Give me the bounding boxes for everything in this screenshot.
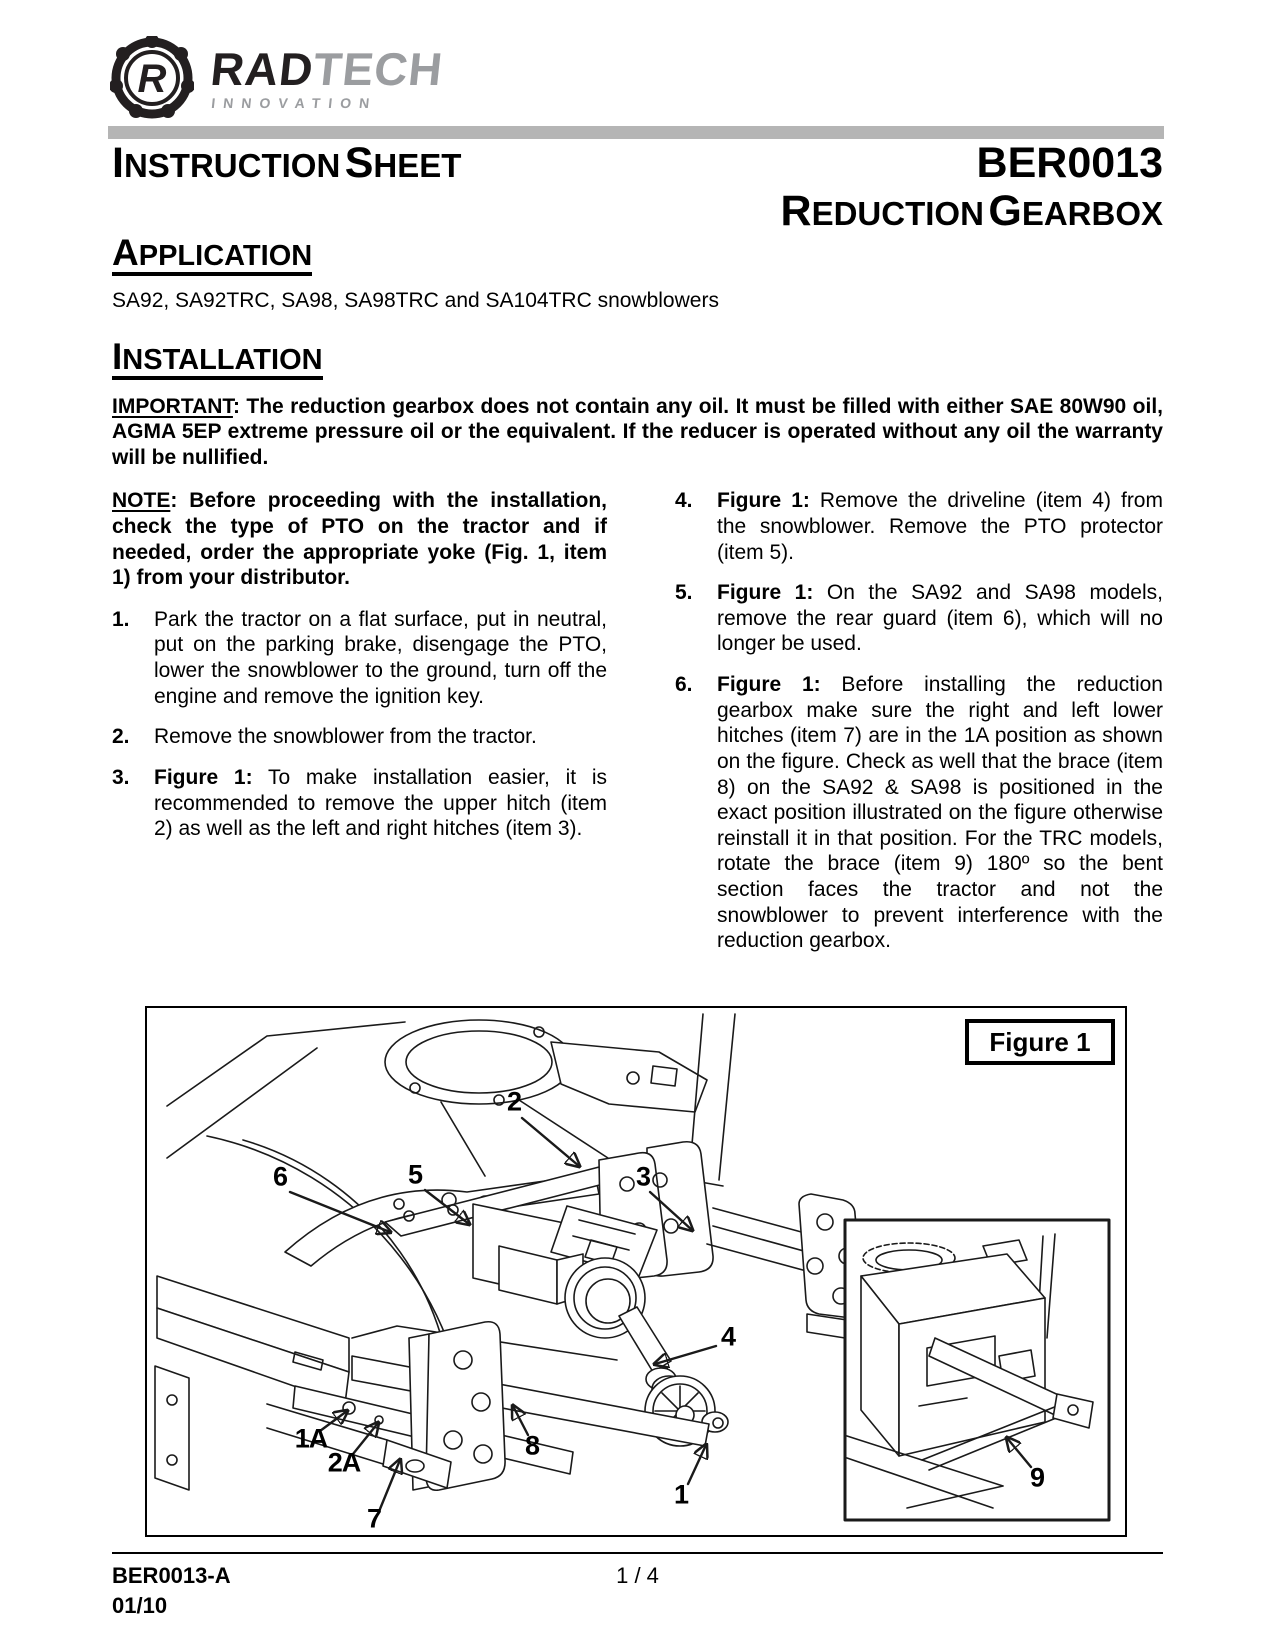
figure-callout-2A: 2A [327,1447,361,1478]
figure-callout-6: 6 [272,1161,288,1192]
figure-callout-9: 9 [1029,1462,1045,1493]
footer-date: 01/10 [112,1593,168,1618]
note-label: NOTE [112,489,171,513]
figure-callout-8: 8 [524,1430,540,1461]
important-paragraph: IMPORTANT: The reduction gearbox does not contain any oil. It must be filled with either SAE 80W90 oil, AGMA 5EP extreme pressure oil or the equivalent. If the reducer is operated without any oil the warranty will be nullified. [112,394,1163,469]
installation-heading: INSTALLATION [112,338,1163,380]
brand-wordmark [207,42,446,111]
brand-name-dark: RAD [208,42,317,95]
figure-1-box [145,1006,1127,1537]
figure-callout-2: 2 [506,1086,522,1117]
step-2: 2. Remove the snowblower from the tractor. [112,725,537,749]
important-label: IMPORTANT [112,394,233,418]
step-6: 6. Figure 1: Before installing the reduction gearbox make sure the right and left lower hitches (item 7) are in the 1A position as shown on the figure. Check as well that the brace (item 8) on the SA92 & SA98 is positioned in the exact position illustrated on the figure otherwise reinstall it in that position. For the TRC models, rotate the brace (item 9) 180º so the bent section faces the tractor and not the snowblower to prevent interference with the reduction gearbox. [675,673,1163,953]
figure-callout-4: 4 [720,1321,736,1352]
column-right [675,488,1163,968]
footer-doc-id: BER0013-A [112,1563,231,1588]
step-3: 3. Figure 1: To make installation easier, it is recommended to remove the upper hitch (item 2) as well as the left and right hitches (item 3). [112,765,607,841]
brand-tagline: INNOVATION [210,94,379,111]
figure-callout-7: 7 [366,1503,382,1534]
radtech-gear-logo-icon [110,36,194,120]
brand-name-gray: TECH [310,42,446,95]
document-heading [780,139,1164,235]
step-1: 1. Park the tractor on a flat surface, put in neutral, put on the parking brake, disengage the PTO, lower the snowblower to the ground, turn off the engine and remove the ignition key. [112,607,607,708]
figure-callout-3: 3 [635,1161,651,1192]
page-title: INSTRUCTION SHEET [112,139,462,187]
figure-callout-1: 1 [673,1479,689,1510]
document-body [112,234,1163,969]
figure-callout-5: 5 [407,1159,423,1190]
radtech-logo [110,36,446,120]
two-column-steps [112,488,1163,968]
figure-label: Figure 1 [965,1019,1115,1065]
footer-page-number: 1 / 4 [616,1563,659,1588]
column-left [112,488,607,968]
figure-drawing [147,1008,1125,1535]
figure-callout-1A: 1A [294,1423,328,1454]
title-row [112,139,1163,235]
document-subtitle: REDUCTION GEARBOX [780,187,1163,235]
header-divider-bar [108,126,1164,139]
application-text: SA92, SA92TRC, SA98, SA98TRC and SA104TRC snowblowers [112,289,719,312]
application-heading: APPLICATION [112,234,1163,276]
page-footer [112,1552,1163,1619]
step-4: 4. Figure 1: Remove the driveline (item 4) from the snowblower. Remove the PTO protector (item 5). [675,489,1163,564]
step-5: 5. Figure 1: On the SA92 and SA98 models, remove the rear guard (item 6), which will no longer be used. [675,581,1163,656]
document-number: BER0013 [976,139,1163,187]
svg-text:R: R [137,57,167,101]
note-paragraph: NOTE: Before proceeding with the installation, check the type of PTO on the tractor and if needed, order the appropriate yoke (Fig. 1, item 1) from your distributor. [112,489,607,590]
